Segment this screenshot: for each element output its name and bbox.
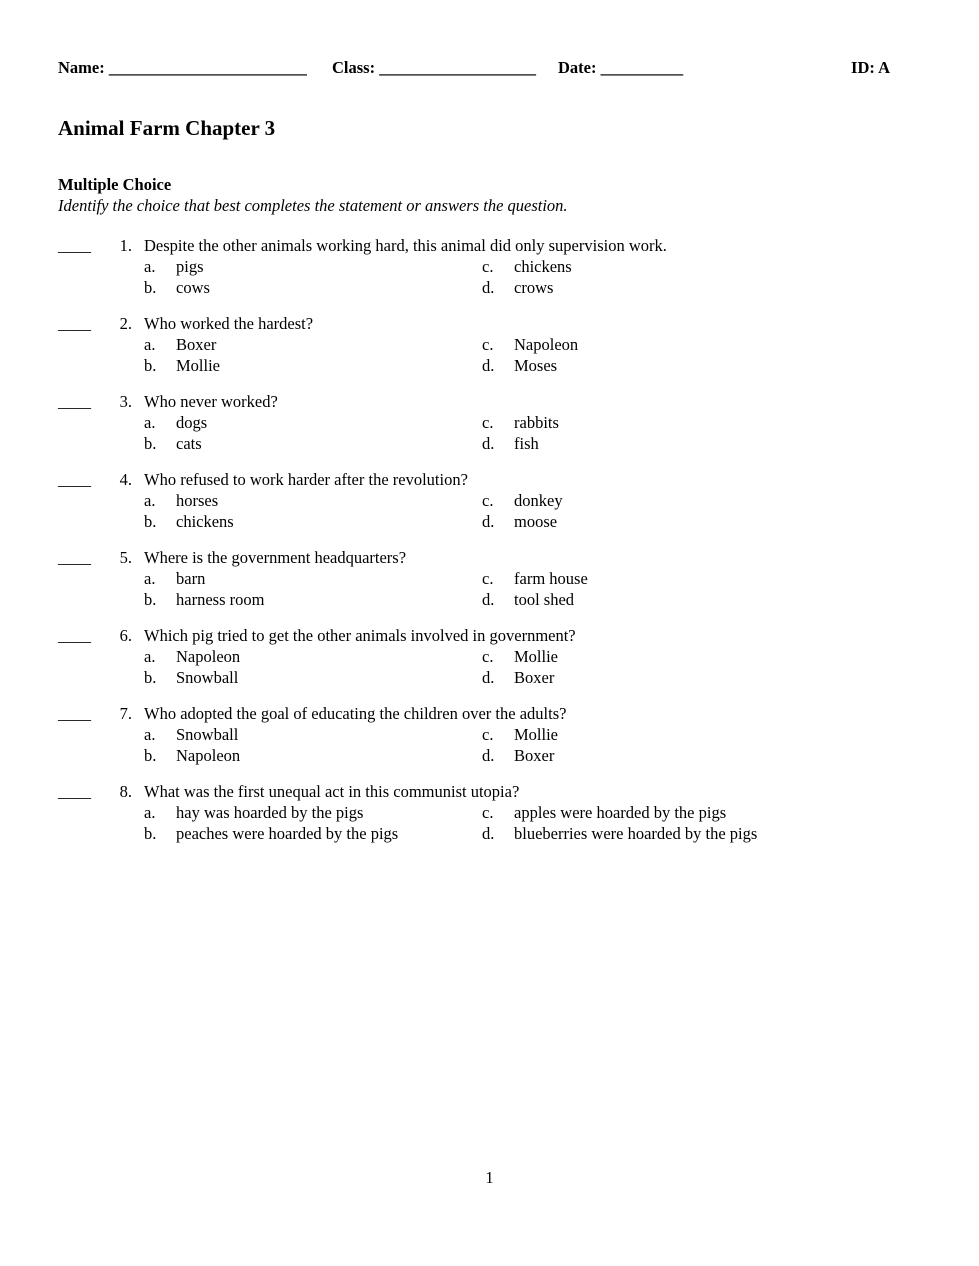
option-text: moose: [514, 512, 558, 531]
question-text: Who adopted the goal of educating the children over the adults?: [144, 704, 567, 723]
option-letter: c.: [482, 413, 494, 432]
question-number: 2.: [119, 314, 132, 333]
question-text: Who worked the hardest?: [144, 314, 314, 333]
question-text: Despite the other animals working hard, this animal did only supervision work.: [144, 236, 667, 255]
question-text: Which pig tried to get the other animals involved in government?: [144, 626, 576, 645]
date-field-label[interactable]: Date: __________: [558, 58, 684, 77]
option-text: Boxer: [514, 668, 555, 687]
option-text: Boxer: [514, 746, 555, 765]
answer-blank[interactable]: ____: [58, 626, 91, 645]
question-number: 4.: [119, 470, 132, 489]
option-letter: b.: [144, 590, 157, 609]
option-letter: a.: [144, 569, 156, 588]
option-letter: c.: [482, 803, 494, 822]
option-letter: d.: [482, 434, 495, 453]
option-text: peaches were hoarded by the pigs: [176, 824, 399, 843]
question-number: 6.: [119, 626, 132, 645]
option-letter: d.: [482, 278, 495, 297]
question-number: 3.: [119, 392, 132, 411]
question-item: [58, 703, 918, 766]
question-item: [58, 469, 918, 532]
option-text: Napoleon: [514, 335, 579, 354]
option-text: Mollie: [514, 725, 558, 744]
worksheet-header: [58, 58, 890, 80]
answer-blank[interactable]: ____: [58, 782, 91, 801]
option-text: Mollie: [176, 356, 220, 375]
option-letter: d.: [482, 746, 495, 765]
option-letter: d.: [482, 512, 495, 531]
option-text: chickens: [514, 257, 572, 276]
answer-blank[interactable]: ____: [58, 236, 91, 255]
option-text: barn: [176, 569, 206, 588]
page-number: 1: [485, 1168, 494, 1187]
option-letter: b.: [144, 668, 157, 687]
option-letter: a.: [144, 413, 156, 432]
option-letter: c.: [482, 725, 494, 744]
question-text: Who refused to work harder after the revolution?: [144, 470, 468, 489]
option-letter: b.: [144, 434, 157, 453]
question-item: [58, 625, 918, 688]
option-letter: d.: [482, 590, 495, 609]
answer-blank[interactable]: ____: [58, 704, 91, 723]
option-letter: d.: [482, 356, 495, 375]
option-text: fish: [514, 434, 539, 453]
question-item: [58, 781, 918, 844]
option-text: Napoleon: [176, 746, 241, 765]
option-text: chickens: [176, 512, 234, 531]
question-item: [58, 313, 918, 376]
option-letter: c.: [482, 335, 494, 354]
question-list: [58, 235, 918, 859]
answer-blank[interactable]: ____: [58, 548, 91, 567]
option-text: Mollie: [514, 647, 558, 666]
option-letter: a.: [144, 803, 156, 822]
option-text: cats: [176, 434, 202, 453]
option-text: harness room: [176, 590, 265, 609]
option-text: Moses: [514, 356, 558, 375]
section-instructions: Identify the choice that best completes the statement or answers the question.: [58, 196, 568, 215]
option-text: farm house: [514, 569, 588, 588]
name-field-label[interactable]: Name: ________________________: [58, 58, 307, 77]
question-text: Who never worked?: [144, 392, 278, 411]
answer-blank[interactable]: ____: [58, 392, 91, 411]
question-number: 7.: [119, 704, 132, 723]
option-letter: a.: [144, 491, 156, 510]
question-number: 1.: [119, 236, 132, 255]
question-number: 5.: [119, 548, 132, 567]
section-title: Multiple Choice: [58, 175, 172, 194]
option-text: apples were hoarded by the pigs: [514, 803, 727, 822]
option-letter: b.: [144, 824, 157, 843]
option-text: pigs: [176, 257, 204, 276]
question-item: [58, 547, 918, 610]
option-letter: a.: [144, 257, 156, 276]
option-text: Boxer: [176, 335, 217, 354]
class-field-label[interactable]: Class: ___________________: [332, 58, 536, 77]
option-text: horses: [176, 491, 219, 510]
option-letter: c.: [482, 491, 494, 510]
option-text: donkey: [514, 491, 563, 510]
option-letter: d.: [482, 824, 495, 843]
option-text: blueberries were hoarded by the pigs: [514, 824, 758, 843]
option-text: Snowball: [176, 668, 239, 687]
option-letter: a.: [144, 335, 156, 354]
option-letter: b.: [144, 356, 157, 375]
question-item: [58, 235, 918, 298]
option-letter: c.: [482, 647, 494, 666]
option-letter: b.: [144, 746, 157, 765]
option-letter: a.: [144, 647, 156, 666]
option-letter: d.: [482, 668, 495, 687]
option-text: dogs: [176, 413, 208, 432]
answer-blank[interactable]: ____: [58, 470, 91, 489]
option-text: Napoleon: [176, 647, 241, 666]
option-text: rabbits: [514, 413, 559, 432]
option-letter: a.: [144, 725, 156, 744]
page-title: Animal Farm Chapter 3: [58, 116, 276, 140]
option-letter: b.: [144, 278, 157, 297]
test-id: ID: A: [851, 58, 890, 77]
option-letter: c.: [482, 257, 494, 276]
question-number: 8.: [119, 782, 132, 801]
answer-blank[interactable]: ____: [58, 314, 91, 333]
option-letter: c.: [482, 569, 494, 588]
option-text: tool shed: [514, 590, 575, 609]
question-item: [58, 391, 918, 454]
option-text: cows: [176, 278, 210, 297]
question-text: What was the first unequal act in this communist utopia?: [144, 782, 520, 801]
option-text: hay was hoarded by the pigs: [176, 803, 364, 822]
option-text: crows: [514, 278, 554, 297]
question-text: Where is the government headquarters?: [144, 548, 407, 567]
option-letter: b.: [144, 512, 157, 531]
option-text: Snowball: [176, 725, 239, 744]
